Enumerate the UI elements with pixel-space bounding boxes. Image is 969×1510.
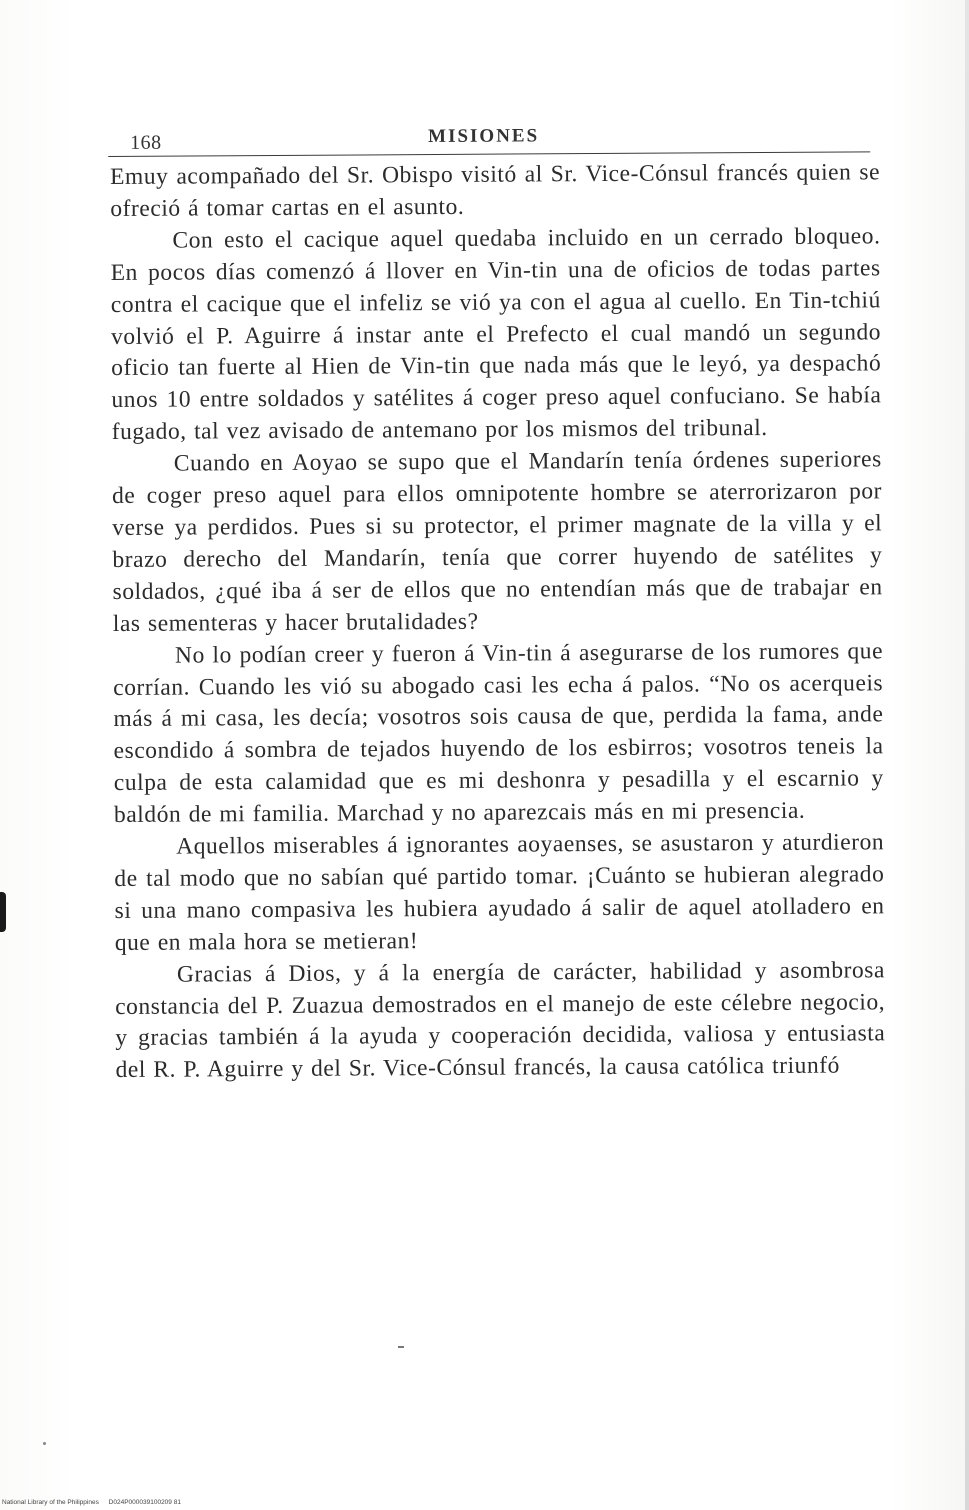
running-head: MISIONES — [428, 125, 540, 148]
footer-dash — [398, 1346, 404, 1348]
institution-credit: National Library of the Philippines — [2, 1499, 99, 1506]
page-number: 168 — [130, 131, 162, 154]
item-code: D024P000039100209 81 — [108, 1499, 181, 1506]
paragraph: Con esto el cacique aquel quedaba incluido en un cerrado bloqueo. En pocos días comenzó á llover en Vin-tin una de oficios de todas partes contra el cacique que el infeliz se vió ya con el agua al cuello. En Tin-tchiú volvió el P. Aguirre á instar ante el Prefecto el cual mandó un segundo oficio tan fuerte al Hien de Vin-tin que nada más que le leyó, ya despachó unos 10 entre soldados y satélites á coger preso aquel confuciano. Se había fugado, tal vez avisado de antemano por los mismos del tribunal. — [110, 223, 882, 446]
page-edge-shadow — [965, 0, 969, 1510]
page-header — [108, 115, 870, 157]
paragraph: Aquellos miserables á ignorantes aoyaenses, se asustaron y aturdieron de tal modo que no sabían qué partido tomar. ¡Cuánto se hubieran alegrado si una mano compasiva les hubiera ayudado á salir de aquel atolladero en que en mala hora se metieran! — [114, 829, 885, 956]
paragraph: No lo podían creer y fueron á Vin-tin á asegurarse de los rumores que corrían. Cuando les vió su abogado casi les echa á palos. “No os acerqueis más á mi casa, les decía; vosotros sois causa de que, perdida la fama, ande escondido á sombra de tejados huyendo de los esbirros; vosotros teneis la culpa de esta calamidad que es mi deshonra y pesadilla y el escarnio y baldón de mi familia. Marchad y no aparezcais más en mi presencia. — [113, 637, 884, 829]
paragraph: Gracias á Dios, y á la energía de carácter, habilidad y asombrosa constancia del P. Zuazua demostrados en el manejo de este célebre negocio, y gracias también á la ayuda y cooperación decidida, valiosa y entusiasta del R. P. Aguirre y del Sr. Vice-Cónsul francés, la causa católica triunfó — [115, 956, 886, 1084]
scan-speck — [43, 1442, 46, 1445]
body-text — [110, 157, 886, 1087]
paragraph: Emuy acompañado del Sr. Obispo visitó al Sr. Vice-Cónsul francés quien se ofreció á tomar cartas en el asunto. — [110, 159, 881, 222]
scan-credit — [2, 1499, 181, 1506]
binding-mark — [0, 892, 6, 932]
paragraph: Cuando en Aoyao se supo que el Mandarín tenía órdenes superiores de coger preso aquel para ellos omnipotente hombre se aterrorizaron por verse ya perdidos. Pues si su protector, el primer magnate de la villa y el brazo derecho del Mandarín, tenía que correr huyendo de satélites y soldados, ¿qué iba á ser de ellos que no entendían más que de trabajar en las sementeras y hacer brutalidades? — [111, 446, 883, 637]
